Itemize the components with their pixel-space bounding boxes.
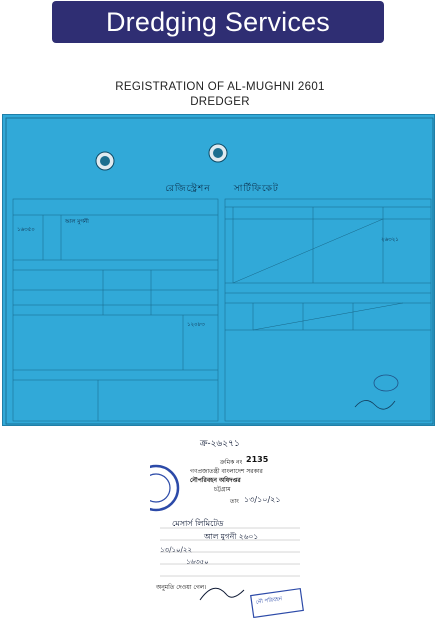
letter-markings — [150, 434, 439, 620]
certificate-top-right-number: ২৬৩২১ — [381, 237, 399, 243]
letter-date-label: তাং — [230, 498, 239, 505]
caption-line-2: DREDGER — [190, 96, 250, 108]
certificate-number: ১২০৮৩ — [187, 322, 205, 328]
office-seal-icon — [150, 466, 178, 510]
letter-header-ref: ক্র-২৬২৭১ — [200, 439, 240, 449]
letter-number: ১৬৩৫০ — [186, 558, 209, 566]
letter-reg-date: ১৩/১০/২২ — [160, 546, 193, 554]
header-title: Dredging Services — [105, 6, 330, 37]
approval-letter — [150, 434, 439, 620]
letter-vessel: আল মুগনী ২৬০১ — [204, 532, 259, 541]
letter-applicant: মেসার্স লিমিটেড — [172, 519, 224, 528]
govt-emblem-center-icon — [209, 144, 227, 162]
signature-mark — [200, 588, 244, 600]
certificate-frame — [3, 115, 435, 426]
registration-certificate — [2, 114, 435, 426]
letter-stamp-text: নৌ পরিবহন — [255, 596, 283, 606]
certificate-heading-left: রেজিস্ট্রেশন — [165, 184, 211, 194]
letter-serial-no: 2135 — [246, 455, 269, 464]
certificate-reg-number: ১৬৩৫০ — [17, 227, 35, 233]
letter-closing: অনুমতি দেওয়া গেল। — [156, 584, 207, 591]
certificate-heading — [119, 181, 325, 197]
header-banner — [52, 1, 384, 43]
letter-city: চট্টগ্রাম — [214, 486, 231, 493]
letter-date: ১৩/১০/২১ — [244, 495, 281, 504]
certificate-heading-right: সার্টিফিকেট — [233, 184, 279, 194]
govt-emblem-left-icon — [96, 152, 114, 170]
certificate-vessel-name: আল মুগনী — [65, 219, 89, 225]
caption-line-1: REGISTRATION OF AL-MUGHNI 2601 — [115, 81, 325, 93]
letter-gov-title: গণপ্রজাতন্ত্রী বাংলাদেশ সরকার — [190, 468, 263, 475]
letter-serial-label: ক্রমিক নং — [220, 459, 243, 466]
letter-office: নৌপরিবহন অধিদপ্তর — [190, 477, 241, 484]
